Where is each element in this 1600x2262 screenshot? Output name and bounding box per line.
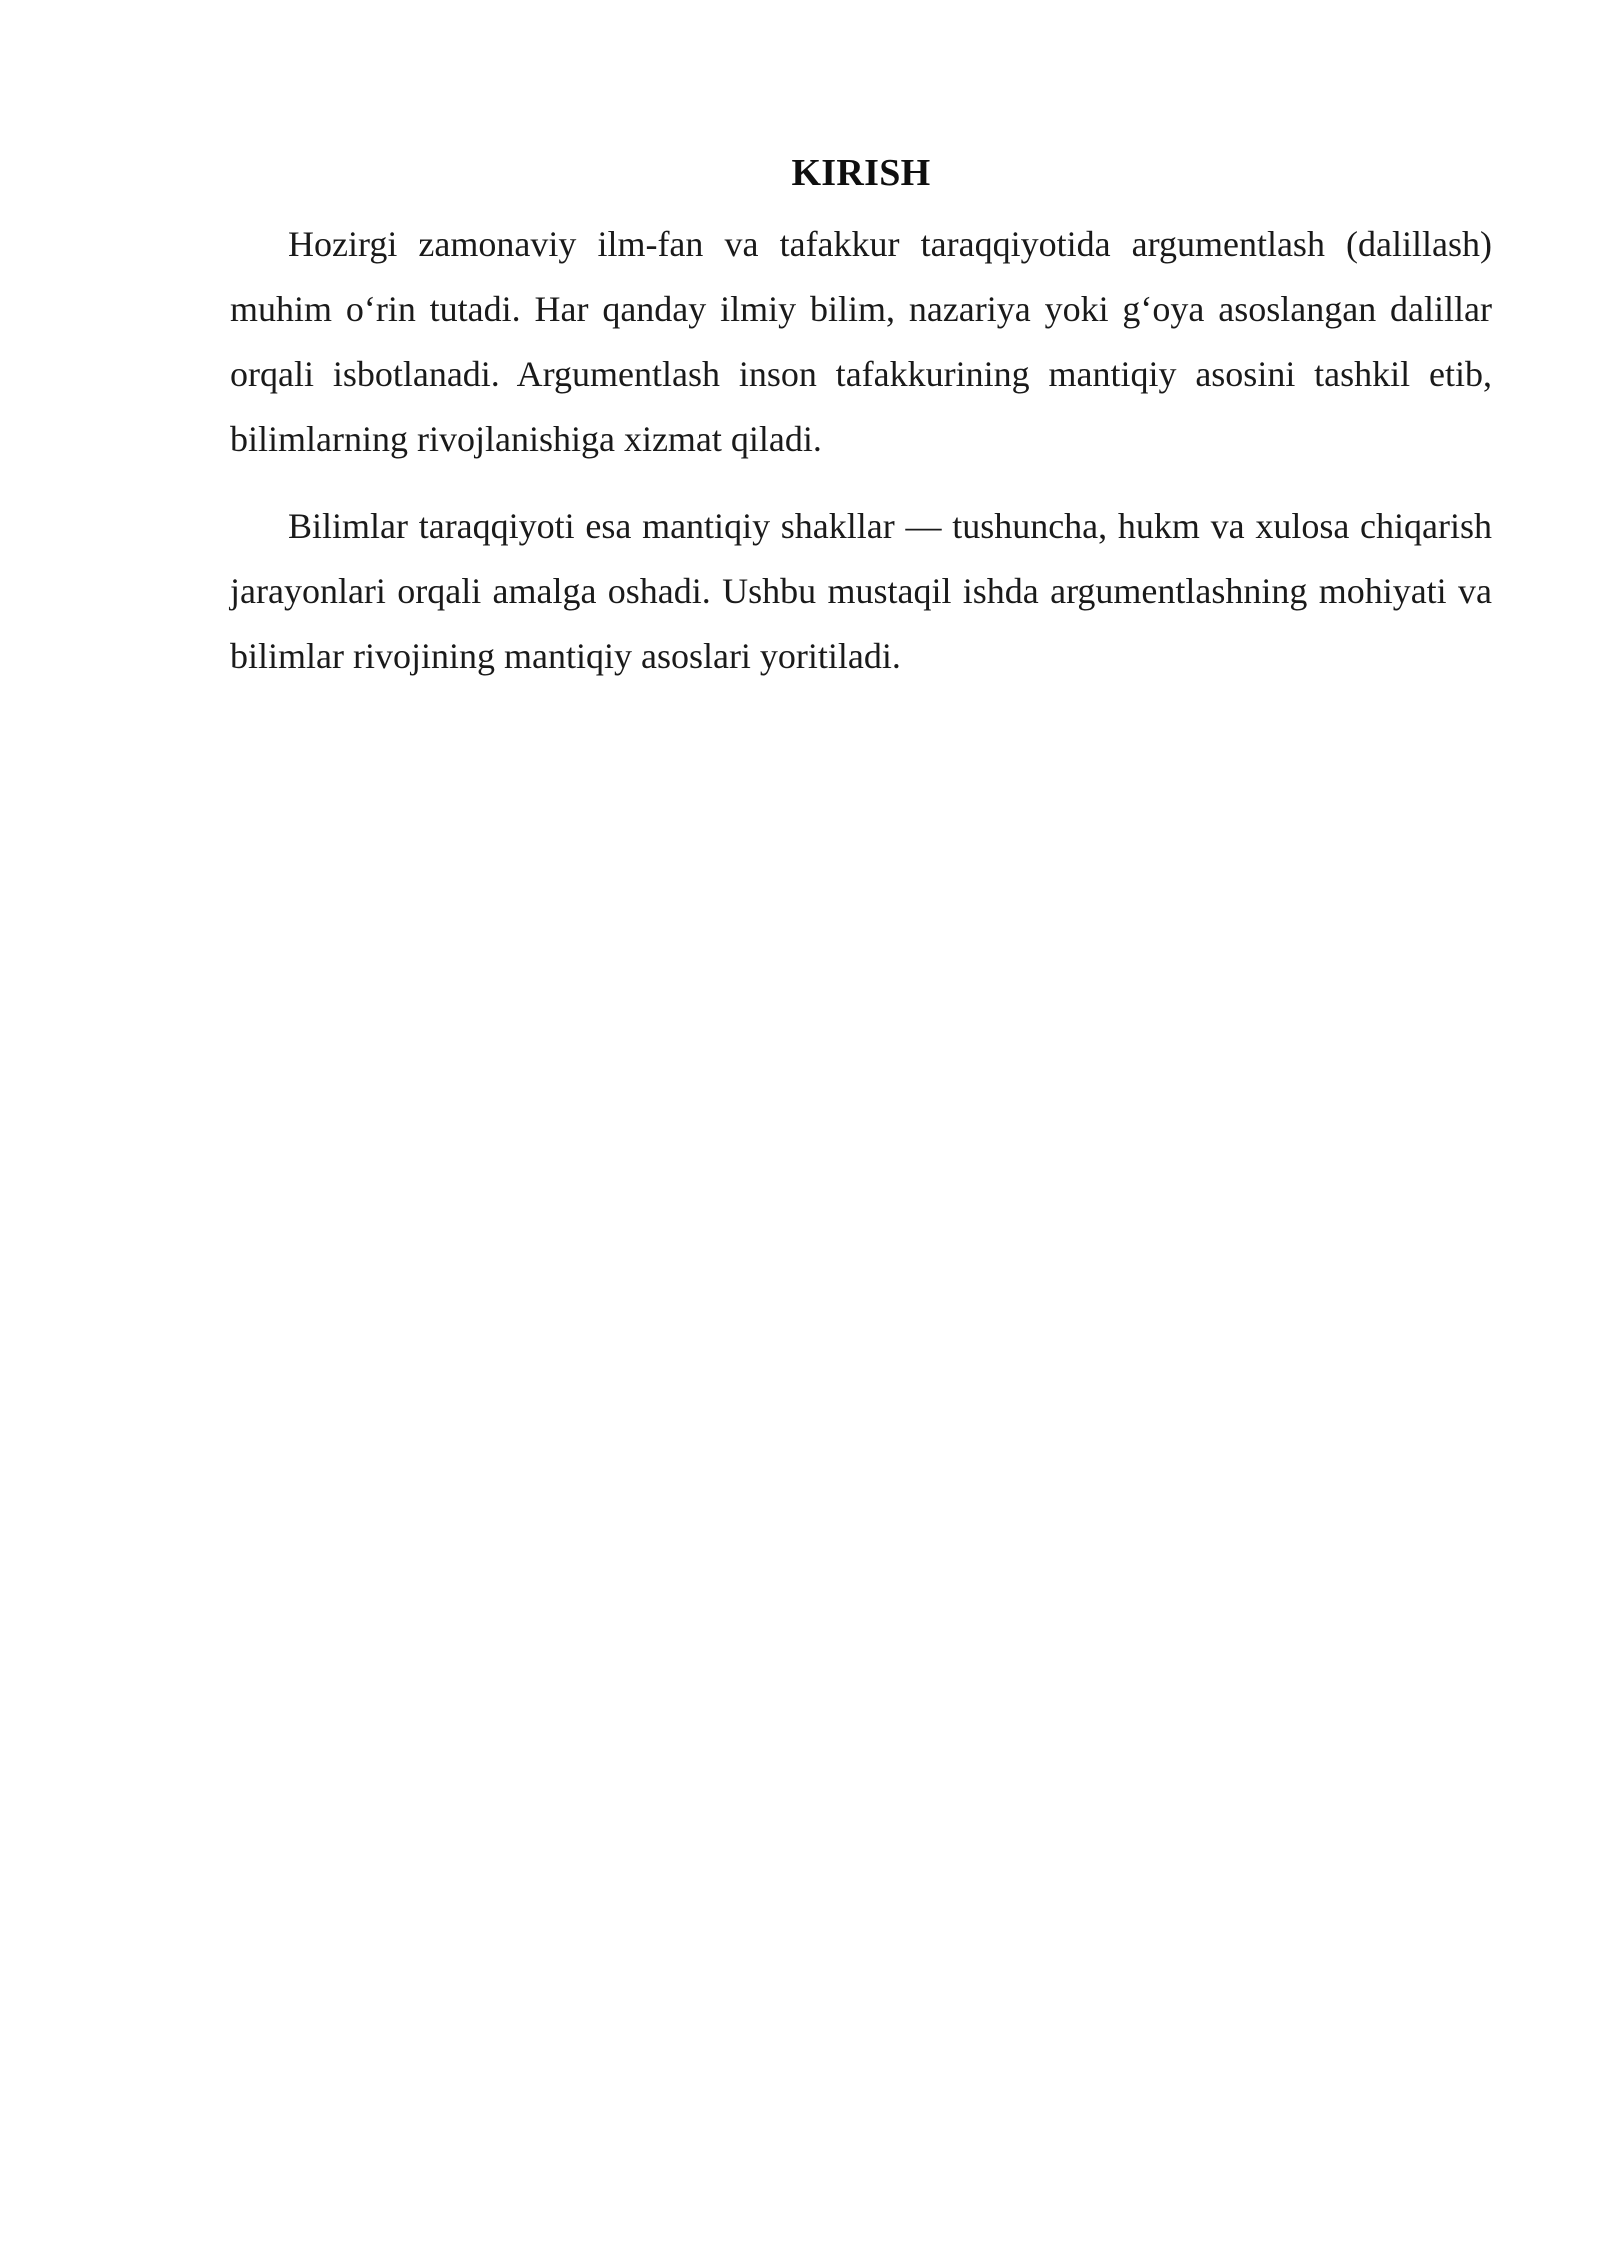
paragraph-1: Hozirgi zamonaviy ilm-fan va tafakkur taraqqiyotida argumentlash (dalillash) muhim o‘rin tutadi. Har qanday ilmiy bilim, nazariya yoki g‘oya asoslangan dalillar orqali isbotlanadi. Argumentlash inson tafakkurining mantiqiy asosini tashkil etib, bilimlarning rivojlanishiga xizmat qiladi. [230, 224, 1492, 459]
section-heading: KIRISH [791, 152, 931, 194]
paragraph-2: Bilimlar taraqqiyoti esa mantiqiy shakllar — tushuncha, hukm va xulosa chiqarish jarayonlari orqali amalga oshadi. Ushbu mustaqil ishda argumentlashning mohiyati va bilimlar rivojining mantiqiy asoslari yoritiladi. [230, 506, 1492, 676]
document-body [230, 148, 1492, 689]
